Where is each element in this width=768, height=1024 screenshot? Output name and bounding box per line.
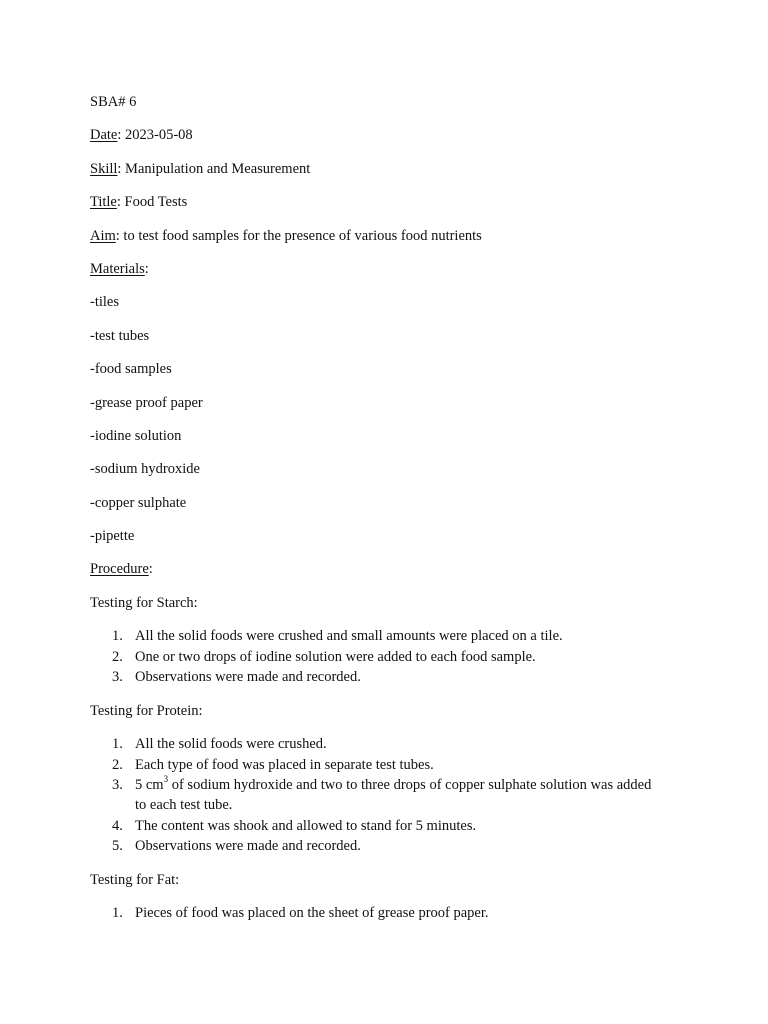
material-item: -pipette bbox=[90, 528, 135, 545]
fat-steps bbox=[90, 903, 690, 923]
aim-line bbox=[90, 226, 690, 246]
document-page bbox=[90, 92, 690, 937]
procedure-heading bbox=[90, 559, 690, 579]
list-item bbox=[90, 836, 690, 856]
skill-value: : Manipulation and Measurement bbox=[117, 160, 311, 177]
materials-colon: : bbox=[144, 260, 149, 277]
list-item bbox=[90, 816, 690, 836]
date-label: Date bbox=[90, 127, 118, 144]
list-item bbox=[90, 647, 690, 667]
material-item: -tiles bbox=[90, 294, 119, 311]
step-number: 1. bbox=[112, 905, 123, 922]
step-text: Pieces of food was placed on the sheet of grease proof paper. bbox=[135, 905, 489, 922]
list-item bbox=[90, 903, 690, 923]
protein-steps bbox=[90, 734, 690, 856]
cubic-superscript: 3 bbox=[163, 774, 169, 785]
materials-heading bbox=[90, 259, 690, 279]
step-number: 1. bbox=[112, 628, 123, 645]
aim-label: Aim bbox=[90, 227, 116, 244]
title-label: Title bbox=[90, 194, 117, 211]
step-quantity: 5 cm bbox=[135, 777, 164, 794]
list-item bbox=[90, 775, 690, 816]
material-item: -test tubes bbox=[90, 327, 150, 344]
step-number: 4. bbox=[112, 817, 123, 834]
materials-label: Materials bbox=[90, 260, 145, 277]
title-line bbox=[90, 192, 690, 212]
step-text: Observations were made and recorded. bbox=[135, 669, 361, 686]
step-number: 1. bbox=[112, 736, 123, 753]
procedure-label: Procedure bbox=[90, 561, 149, 578]
step-number: 3. bbox=[112, 777, 123, 794]
step-text: All the solid foods were crushed and small amounts were placed on a tile. bbox=[135, 628, 563, 645]
step-text: All the solid foods were crushed. bbox=[135, 736, 327, 753]
step-text: Each type of food was placed in separate test tubes. bbox=[135, 756, 434, 773]
skill-label: Skill bbox=[90, 160, 118, 177]
step-number: 2. bbox=[112, 756, 123, 773]
list-item bbox=[90, 667, 690, 687]
material-item: -iodine solution bbox=[90, 427, 182, 444]
material-item: -grease proof paper bbox=[90, 394, 203, 411]
list-item bbox=[90, 734, 690, 754]
step-text: The content was shook and allowed to stand for 5 minutes. bbox=[135, 817, 477, 834]
date-line bbox=[90, 125, 690, 145]
step-number: 3. bbox=[112, 669, 123, 686]
protein-heading: Testing for Protein: bbox=[90, 702, 203, 719]
date-value: : 2023-05-08 bbox=[117, 127, 193, 144]
list-item bbox=[90, 626, 690, 646]
material-item: -sodium hydroxide bbox=[90, 461, 200, 478]
material-item: -copper sulphate bbox=[90, 494, 187, 511]
fat-heading: Testing for Fat: bbox=[90, 872, 180, 889]
title-value: : Food Tests bbox=[116, 194, 188, 211]
sba-number: SBA# 6 bbox=[90, 94, 137, 110]
step-text: of sodium hydroxide and two to three drops of copper sulphate solution was added bbox=[168, 777, 652, 794]
step-number: 5. bbox=[112, 838, 123, 855]
step-text-continued: to each test tube. bbox=[135, 797, 233, 814]
starch-steps bbox=[90, 626, 690, 687]
step-text: Observations were made and recorded. bbox=[135, 838, 361, 855]
step-number: 2. bbox=[112, 648, 123, 665]
skill-line bbox=[90, 159, 690, 179]
list-item bbox=[90, 755, 690, 775]
material-item: -food samples bbox=[90, 361, 172, 378]
starch-heading: Testing for Starch: bbox=[90, 594, 198, 611]
procedure-colon: : bbox=[148, 561, 153, 578]
aim-value: : to test food samples for the presence of various food nutrients bbox=[115, 227, 482, 244]
step-text: One or two drops of iodine solution were added to each food sample. bbox=[135, 648, 536, 665]
